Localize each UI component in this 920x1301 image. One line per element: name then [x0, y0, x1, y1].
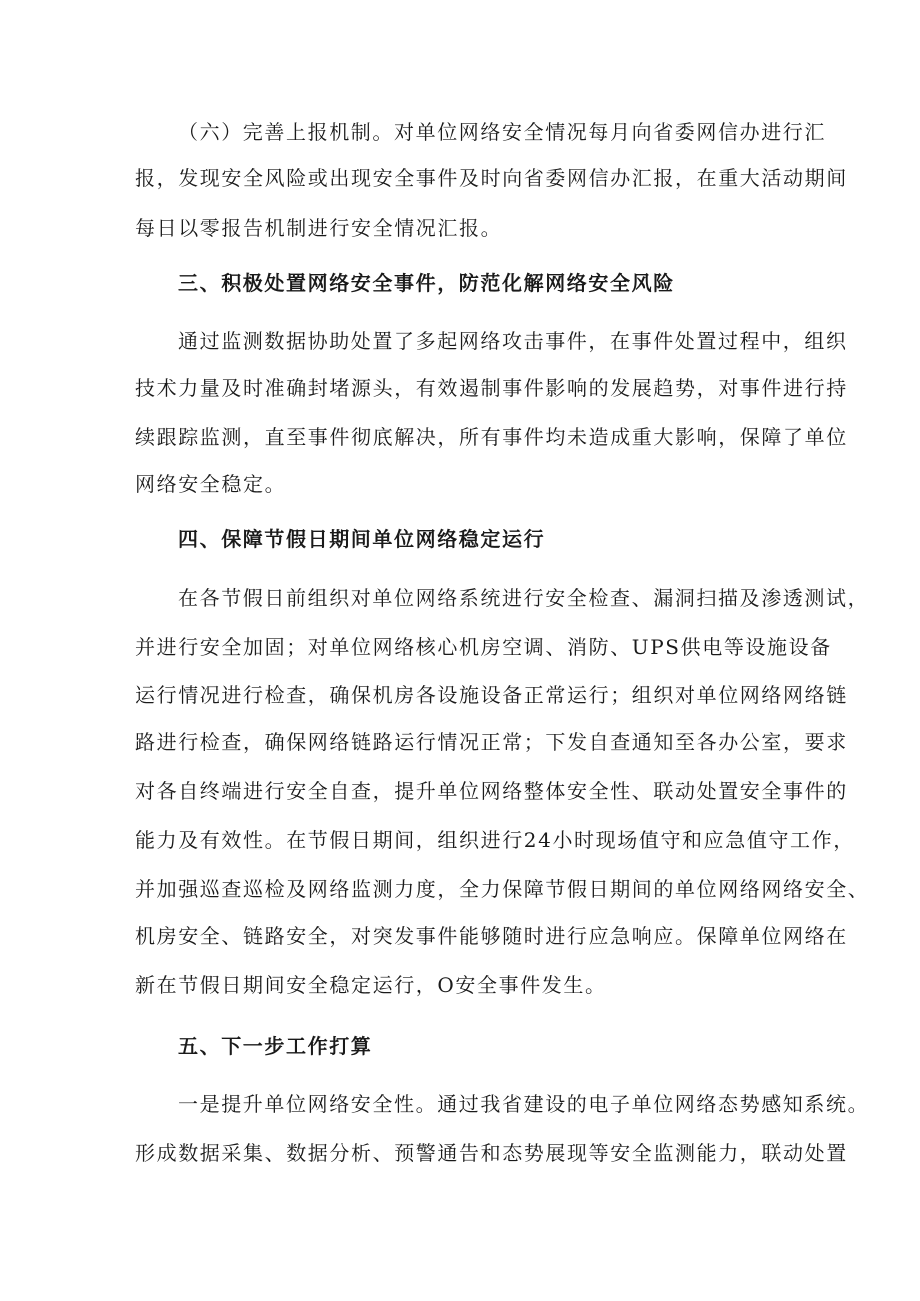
paragraph-line: 每日以零报告机制进行安全情况汇报。 [135, 216, 503, 240]
section-heading: 三、积极处置网络安全事件，防范化解网络安全风险 [178, 271, 675, 295]
paragraph-line: 一是提升单位网络安全性。通过我省建设的电子单位网络态势感知系统。 [178, 1092, 870, 1116]
paragraph-line: 能力及有效性。在节假日期间，组织进行24小时现场值守和应急值守工作， [135, 828, 855, 852]
paragraph-line: 机房安全、链路安全，对突发事件能够随时进行应急响应。保障单位网络在 [135, 924, 848, 948]
paragraph-line: 路进行检查，确保网络链路运行情况正常；下发自查通知至各办公室，要求 [135, 730, 848, 754]
paragraph-line: 通过监测数据协助处置了多起网络攻击事件，在事件处置过程中，组织 [178, 329, 848, 353]
paragraph-line: 运行情况进行检查，确保机房各设施设备正常运行；组织对单位网络网络链 [135, 683, 848, 707]
section-heading: 四、保障节假日期间单位网络稳定运行 [178, 527, 546, 551]
paragraph-line: 续跟踪监测，直至事件彻底解决，所有事件均未造成重大影响，保障了单位 [135, 425, 848, 449]
paragraph-line: 并加强巡查巡检及网络监测力度，全力保障节假日期间的单位网络网络安全、 [135, 877, 870, 901]
paragraph-line: 在各节假日前组织对单位网络系统进行安全检查、漏洞扫描及渗透测试， [178, 586, 870, 610]
paragraph-line: 新在节假日期间安全稳定运行，O安全事件发生。 [135, 973, 607, 997]
paragraph-line: 形成数据采集、数据分析、预警通告和态势展现等安全监测能力，联动处置 [135, 1141, 848, 1165]
paragraph-line: 技术力量及时准确封堵源头，有效遏制事件影响的发展趋势，对事件进行持 [135, 376, 848, 400]
section-heading: 五、下一步工作打算 [178, 1034, 373, 1058]
paragraph-line: （六）完善上报机制。对单位网络安全情况每月向省委网信办进行汇 [178, 120, 826, 144]
paragraph-line: 并进行安全加固；对单位网络核心机房空调、消防、UPS供电等设施设备 [135, 635, 832, 659]
paragraph-line: 报，发现安全风险或出现安全事件及时向省委网信办汇报，在重大活动期间 [135, 166, 848, 190]
paragraph-line: 对各自终端进行安全自查，提升单位网络整体安全性、联动处置安全事件的 [135, 779, 848, 803]
paragraph-line: 网络安全稳定。 [135, 472, 287, 496]
